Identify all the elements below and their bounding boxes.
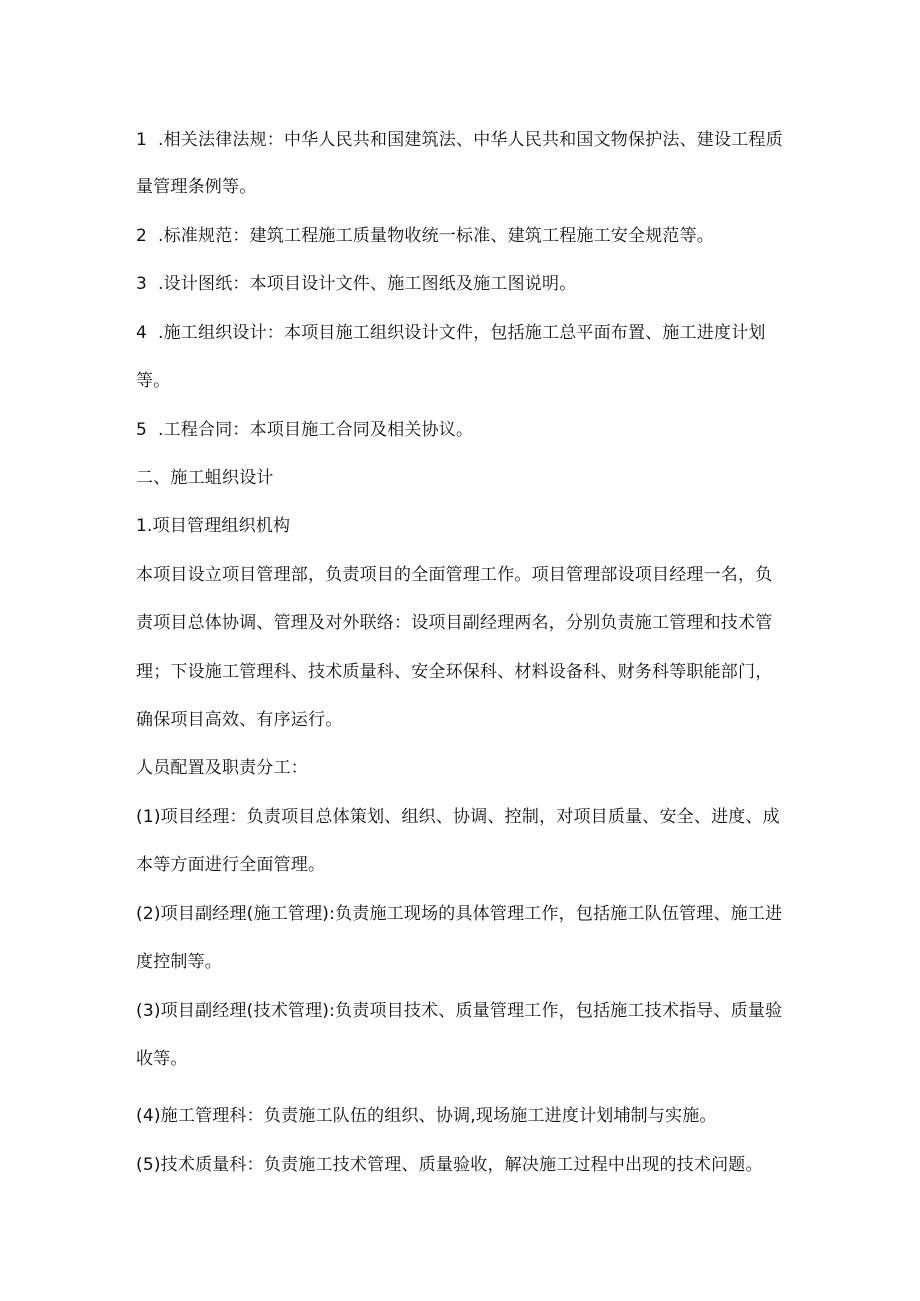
legal-item-4: [136, 321, 786, 345]
legal-item-number: 1: [136, 130, 148, 150]
paragraph-line: 理；下设施工管理科、技术质量科、安全环保科、材料设备科、财务科等职能部门，: [136, 662, 773, 682]
legal-item-number: 3: [136, 274, 148, 294]
section-subheading: 1.项目管理组织机构: [136, 516, 291, 536]
legal-item-number: 4: [136, 323, 148, 343]
duty-item-3-continuation: 收等。: [136, 1049, 188, 1069]
legal-item-1-continuation: 量管理条例等。: [136, 177, 257, 197]
paragraph-line: 确保项目高效、有序运行。: [136, 710, 343, 730]
legal-item-3: [136, 272, 786, 296]
legal-item-text: .设计图纸：本项目设计文件、施工图纸及施工图说明。: [158, 274, 577, 294]
duty-item-1-continuation: 本等方面进行全面管理。: [136, 855, 326, 875]
paragraph-line: 责项目总体协调、管理及对外联络：设项目副经理两名，分别负责施工管理和技术管: [136, 613, 773, 633]
legal-item-text: .标准规范：建筑工程施工质量物收统一标准、建筑工程施工安全规范等。: [158, 226, 715, 246]
legal-item-2: [136, 224, 786, 248]
legal-item-1: [136, 128, 786, 152]
duty-item-5: (5)技术质量科：负责施工技术管理、质量验收，解决施工过程中出现的技术问题。: [136, 1155, 763, 1175]
legal-item-5: [136, 418, 786, 442]
section-heading: 二、施工蛆织设计: [136, 468, 274, 488]
legal-item-4-continuation: 等。: [136, 371, 171, 391]
duty-item-4: (4)施工管理科：负责施工队伍的组织、协调,现场施工进度计划埔制与实施。: [136, 1106, 717, 1126]
legal-item-number: 5: [136, 420, 148, 440]
duty-item-2-continuation: 度控制等。: [136, 952, 222, 972]
duty-item-1: (1)项目经理：负责项目总体策划、组织、协调、控制，对项目质量、安全、进度、成: [136, 807, 780, 827]
legal-item-text: .施工组织设计：本项目施工组织设计文件，包括施工总平面布置、施工进度计划: [158, 323, 766, 343]
legal-item-text: .相关法律法规：中华人民共和国建筑法、中华人民共和国文物保护法、建设工程质: [158, 130, 783, 150]
legal-item-text: .工程合同：本项目施工合同及相关协议。: [158, 420, 474, 440]
legal-item-number: 2: [136, 226, 148, 246]
duty-item-2: (2)项目副经理(施工管理):负责施工现场的具体管理工作，包括施工队伍管理、施工进: [136, 904, 783, 924]
staffing-title: 人员配置及职责分工：: [136, 758, 308, 778]
paragraph-line: 本项目设立项目管理部，负责项目的全面管理工作。项目管理部设项目经理一名，负: [136, 565, 773, 585]
duty-item-3: (3)项目副经理(技术管理):负责项目技术、质量管理工作，包括施工技术指导、质量验: [136, 1001, 783, 1021]
